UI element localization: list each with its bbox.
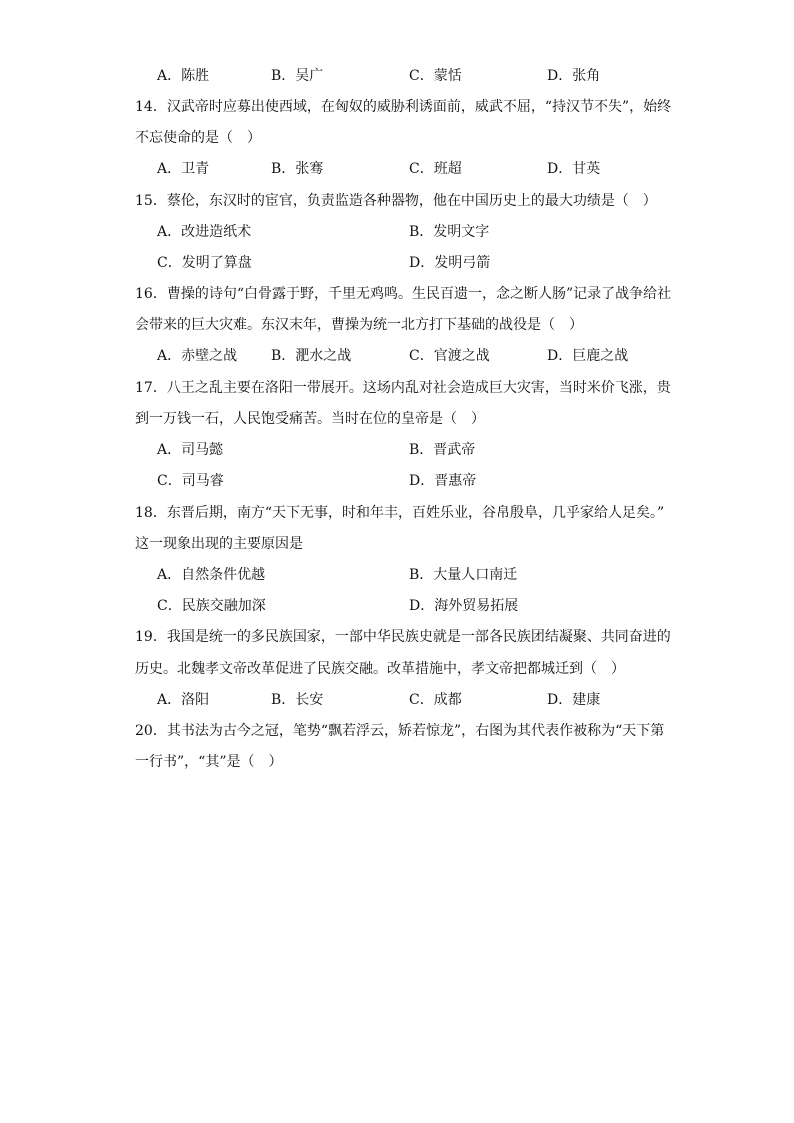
q19-option-b: B．长安 [271,692,324,708]
q15-options-row-2 [157,253,657,273]
q18-stem-line-1: 18．东晋后期，南方“天下无事，时和年丰，百姓乐业，谷帛殷阜，几乎家给人足矣。” [135,505,665,521]
q16-option-b: B．淝水之战 [271,348,352,364]
q18-option-c: C．民族交融加深 [157,598,266,614]
q19-stem-line-2: 历史。北魏孝文帝改革促进了民族交融。改革措施中，孝文帝把都城迁到（ ） [135,661,625,677]
q19-option-d: D．建康 [547,692,601,708]
q17-options-row-2 [157,471,657,491]
q13-option-c: C．蒙恬 [409,68,462,84]
q14-options [157,159,657,179]
q14-option-a: A．卫青 [157,161,210,177]
q16-option-d: D．巨鹿之战 [547,348,629,364]
q14-option-b: B．张骞 [271,161,324,177]
q17-option-d: D．晋惠帝 [409,473,477,489]
q16-stem-line-1: 16．曹操的诗句“白骨露于野，千里无鸡鸣。生民百遗一，念之断人肠”记录了战争给社 [135,286,672,302]
q14-stem-line-1: 14．汉武帝时应募出使西域，在匈奴的威胁利诱面前，威武不屈，“持汉节不失”，始终 [135,99,672,115]
q17-stem-line-2: 到一万钱一石，人民饱受痛苦。当时在位的皇帝是（ ） [135,411,485,427]
q14-option-d: D．甘英 [547,161,601,177]
q17-option-c: C．司马睿 [157,473,224,489]
q18-option-d: D．海外贸易拓展 [409,598,519,614]
q18-option-b: B．大量人口南迁 [409,567,518,583]
q18-options-row-2 [157,596,657,616]
q19-stem-line-1: 19．我国是统一的多民族国家，一部中华民族史就是一部各民族团结凝聚、共同奋进的 [135,629,671,645]
q17-stem-line-1: 17．八王之乱主要在洛阳一带展开。这场内乱对社会造成巨大灾害，当时米价飞涨，贵 [135,380,671,396]
q15-option-a: A．改进造纸术 [157,224,252,240]
q17-option-b: B．晋武帝 [409,442,476,458]
q13-option-b: B．吴广 [271,68,324,84]
q14-option-c: C．班超 [409,161,462,177]
q15-stem-line-1: 15．蔡伦，东汉时的宦官，负责监造各种器物，他在中国历史上的最大功绩是（ ） [135,193,657,209]
q15-option-b: B．发明文字 [409,224,490,240]
q15-options-row-1 [157,222,657,242]
q14-stem-line-2: 不忘使命的是（ ） [135,130,261,146]
q16-stem-line-2: 会带来的巨大灾难。东汉末年，曹操为统一北方打下基础的战役是（ ） [135,317,583,333]
q17-options-row-1 [157,440,657,460]
q13-option-d: D．张角 [547,68,601,84]
q16-options [157,346,657,366]
q18-options-row-1 [157,565,657,585]
q13-option-a: A．陈胜 [157,68,210,84]
q19-options [157,690,657,710]
q15-option-d: D．发明弓箭 [409,255,491,271]
q19-option-a: A．洛阳 [157,692,210,708]
q18-option-a: A．自然条件优越 [157,567,266,583]
q15-option-c: C．发明了算盘 [157,255,252,271]
q20-stem-line-1: 20．其书法为古今之冠，笔势“飘若浮云，矫若惊龙”，右图为其代表作被称为“天下第 [135,723,665,739]
q19-option-c: C．成都 [409,692,462,708]
q13-options [157,66,657,86]
q17-option-a: A．司马懿 [157,442,224,458]
q16-option-c: C．官渡之战 [409,348,490,364]
q20-stem-line-2: 一行书”，“其”是（ ） [135,754,283,770]
q18-stem-line-2: 这一现象出现的主要原因是 [135,536,303,552]
q16-option-a: A．赤壁之战 [157,348,238,364]
